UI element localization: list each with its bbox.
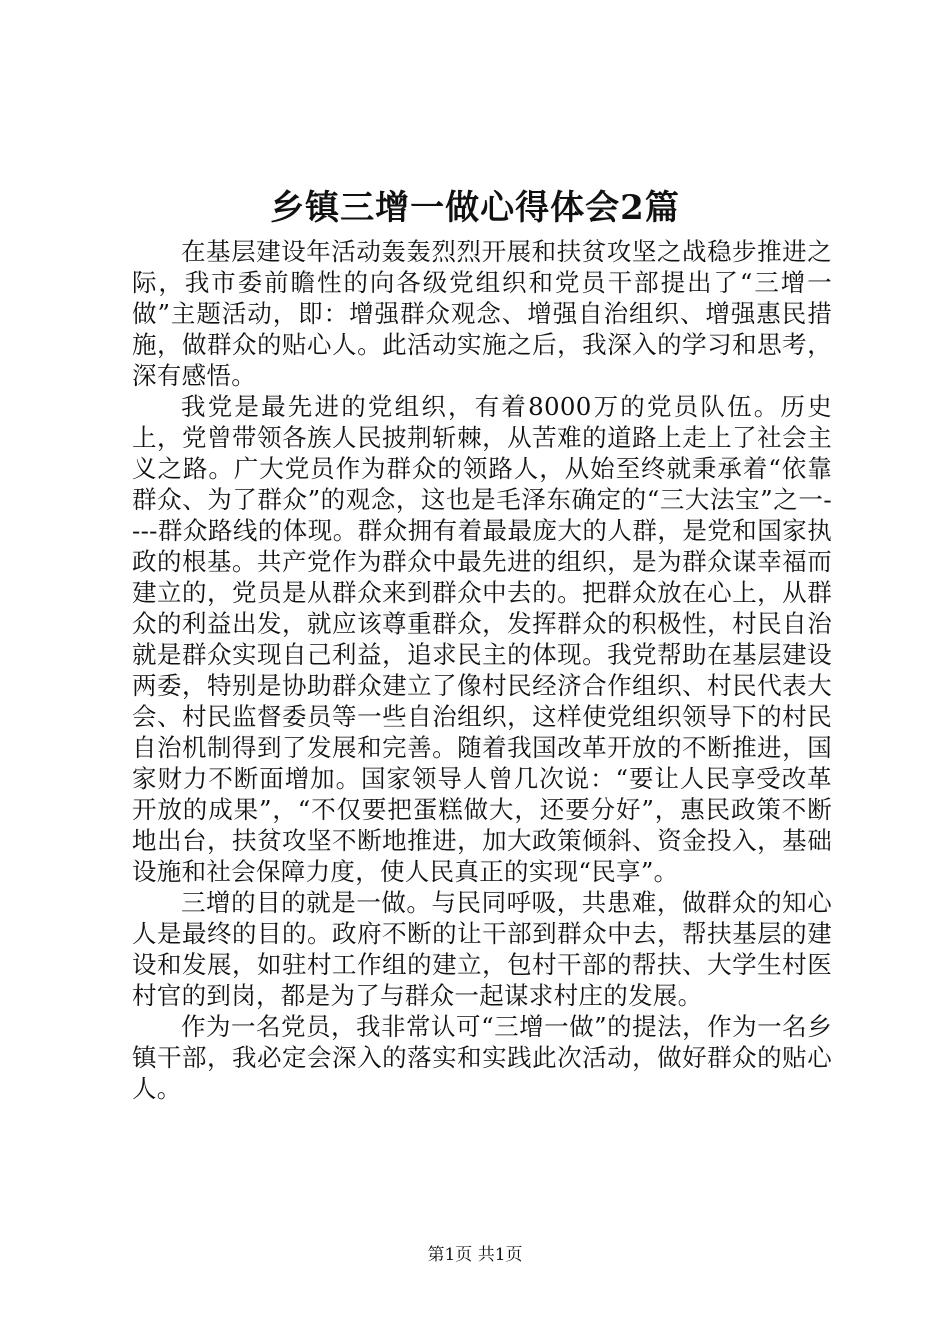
paragraph-3: 三增的目的就是一做。与民同呼吸，共患难，做群众的知心人是最终的目的。政府不断的让干部到群众中去，帮扶基层的建设和发展，如驻村工作组的建立，包村干部的帮扶、大学生村医村官的到岗，都是为了与群众一起谋求村庄的发展。 [132, 888, 832, 1010]
paragraph-4: 作为一名党员，我非常认可“三增一做”的提法，作为一名乡镇干部，我必定会深入的落实和实践此次活动，做好群众的贴心人。 [132, 1012, 832, 1103]
document-body [132, 236, 832, 1104]
document-title: 乡镇三增一做心得体会2篇 [270, 188, 680, 228]
paragraph-2: 我党是最先进的党组织，有着8000万的党员队伍。历史上，党曾带领各族人民披荆斩棘，从苦难的道路上走上了社会主义之路。广大党员作为群众的领路人，从始至终就秉承着“依靠群众、为了群众”的观念，这也是毛泽东确定的“三大法宝”之一----群众路线的体现。群众拥有着最最庞大的人群，是党和国家执政的根基。共产党作为群众中最先进的组织，是为群众谋幸福而建立的，党员是从群众来到群众中去的。把群众放在心上，从群众的利益出发，就应该尊重群众，发挥群众的积极性，村民自治就是群众实现自己利益，追求民主的体现。我党帮助在基层建设两委，特别是协助群众建立了像村民经济合作组织、村民代表大会、村民监督委员等一些自治组织，这样使党组织领导下的村民自治机制得到了发展和完善。随着我国改革开放的不断推进，国家财力不断面增加。国家领导人曾几次说：“要让人民享受改革开放的成果”，“不仅要把蛋糕做大，还要分好”，惠民政策不断地出台，扶贫攻坚不断地推进，加大政策倾斜、资金投入，基础设施和社会保障力度，使人民真正的实现“民享”。 [132, 392, 833, 886]
paragraph-1: 在基层建设年活动轰轰烈烈开展和扶贫攻坚之战稳步推进之际，我市委前瞻性的向各级党组织和党员干部提出了“三增一做”主题活动，即：增强群众观念、增强自治组织、增强惠民措施，做群众的贴心人。此活动实施之后，我深入的学习和思考，深有感悟。 [132, 237, 833, 390]
page-number-footer: 第1页 共1页 [427, 1245, 523, 1265]
